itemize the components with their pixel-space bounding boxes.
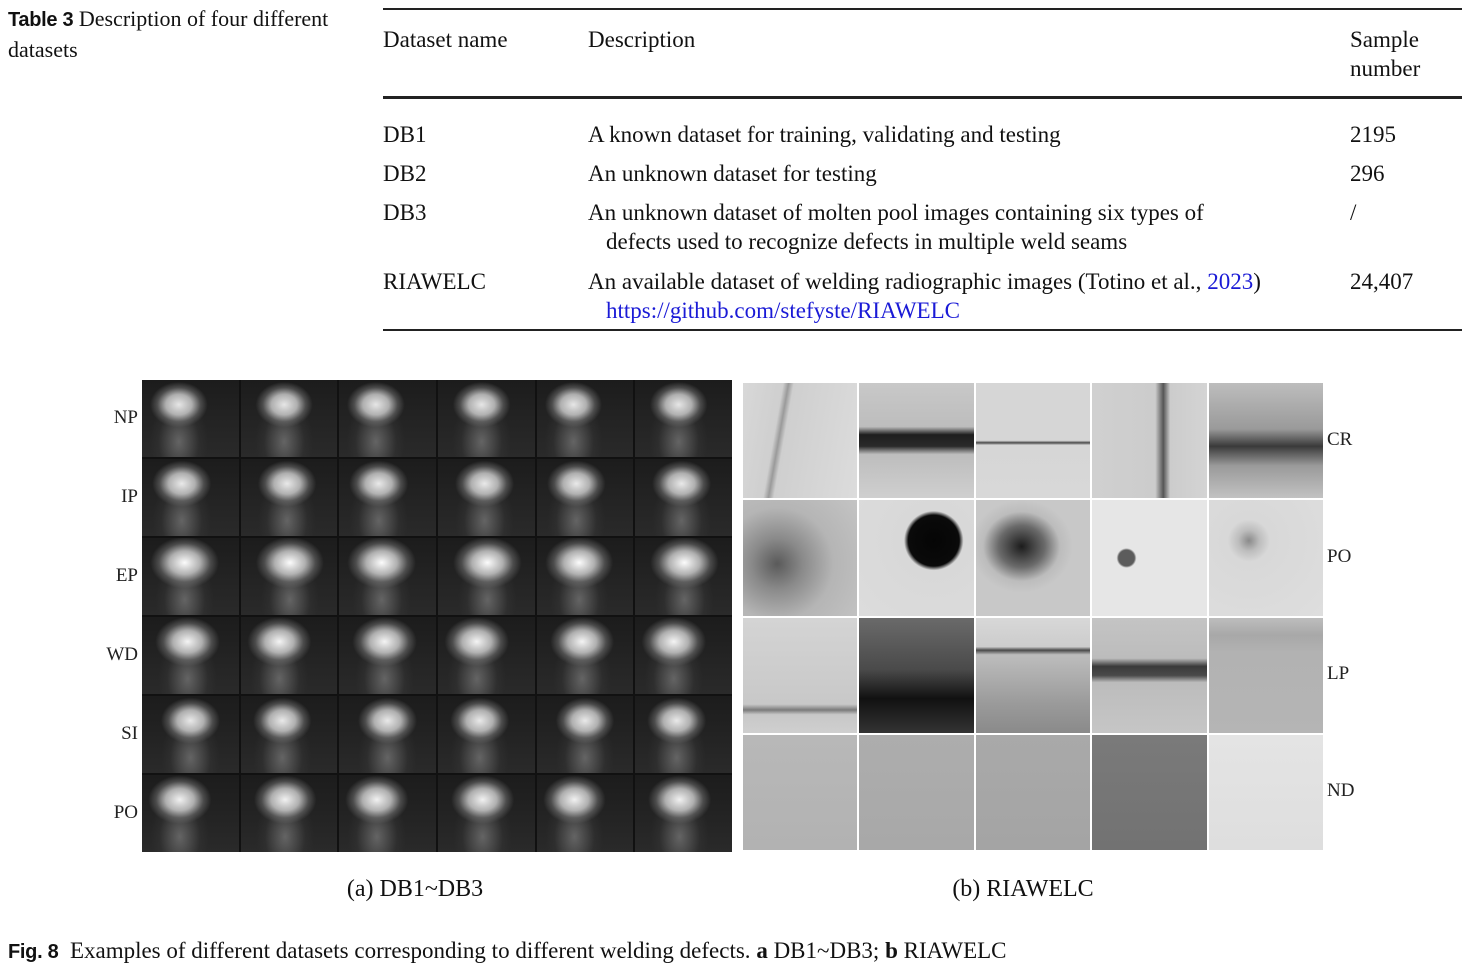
panel-a-row-label: PO: [113, 801, 138, 823]
radiographic-image: [859, 618, 973, 733]
figure-caption-a-key: a: [756, 938, 768, 963]
molten-pool-image: [339, 538, 436, 615]
molten-pool-image: [339, 696, 436, 773]
molten-pool-image: [142, 380, 239, 457]
riawelc-description-close: ): [1253, 269, 1261, 294]
molten-pool-image: [241, 775, 338, 852]
radiographic-image: [976, 735, 1090, 850]
molten-pool-image: [635, 459, 732, 536]
header-sample-number: Sample number: [1350, 27, 1421, 81]
row-db3-sample: /: [1350, 200, 1357, 225]
molten-pool-image: [142, 617, 239, 694]
molten-pool-image: [537, 538, 634, 615]
molten-pool-image: [339, 380, 436, 457]
table-caption: [8, 4, 338, 64]
table-title: Description of four different datasets: [8, 6, 329, 62]
molten-pool-image: [438, 617, 535, 694]
row-riawelc-description: [588, 267, 1261, 325]
table-top-rule: [383, 8, 1462, 10]
molten-pool-image: [142, 459, 239, 536]
molten-pool-image: [537, 459, 634, 536]
molten-pool-image: [537, 696, 634, 773]
figure-caption-b-text: RIAWELC: [903, 938, 1007, 963]
panel-a-molten-pool-grid: [142, 380, 732, 852]
radiographic-image: [1209, 735, 1323, 850]
radiographic-image: [743, 383, 857, 498]
row-db3-name: DB3: [383, 200, 427, 225]
molten-pool-image: [635, 617, 732, 694]
molten-pool-image: [438, 538, 535, 615]
header-dataset-name: Dataset name: [383, 27, 508, 52]
row-db2-sample: 296: [1350, 161, 1385, 186]
figure-caption-text: Examples of different datasets corresponding to different welding defects.: [69, 938, 751, 963]
radiographic-image: [1092, 618, 1206, 733]
molten-pool-image: [339, 775, 436, 852]
radiographic-image: [1209, 500, 1323, 615]
header-description: Description: [588, 27, 696, 52]
panel-a-row-label: IP: [121, 485, 138, 507]
figure-caption-b-key: b: [885, 938, 898, 963]
radiographic-image: [859, 735, 973, 850]
radiographic-image: [1209, 618, 1323, 733]
molten-pool-image: [241, 696, 338, 773]
table-header-rule: [383, 96, 1462, 99]
molten-pool-image: [537, 617, 634, 694]
panel-a-caption: (a) DB1~DB3: [346, 876, 484, 902]
radiographic-image: [1092, 500, 1206, 615]
panel-b-caption: (b) RIAWELC: [952, 876, 1094, 902]
riawelc-description-text: An available dataset of welding radiographic images (Totino et al.,: [588, 269, 1208, 294]
molten-pool-image: [635, 696, 732, 773]
row-db3-description-line2: defects used to recognize defects in multiple weld seams: [606, 229, 1128, 254]
panel-b-row-label: PO: [1327, 545, 1352, 567]
molten-pool-image: [142, 696, 239, 773]
panel-a-row-label: EP: [115, 564, 138, 586]
panel-b-row-label: ND: [1327, 780, 1355, 802]
row-db1-sample: 2195: [1350, 122, 1396, 147]
molten-pool-image: [241, 459, 338, 536]
molten-pool-image: [142, 538, 239, 615]
row-db1-name: DB1: [383, 122, 427, 147]
radiographic-image: [1092, 383, 1206, 498]
radiographic-image: [859, 383, 973, 498]
molten-pool-image: [438, 380, 535, 457]
panel-b-radiographic-grid: [743, 383, 1323, 850]
molten-pool-image: [635, 775, 732, 852]
molten-pool-image: [241, 380, 338, 457]
riawelc-url-link[interactable]: https://github.com/stefyste/RIAWELC: [606, 298, 960, 323]
radiographic-image: [976, 618, 1090, 733]
molten-pool-image: [635, 538, 732, 615]
radiographic-image: [859, 500, 973, 615]
radiographic-image: [1092, 735, 1206, 850]
figure-label: Fig. 8: [8, 941, 59, 963]
panel-a-row-label: SI: [121, 722, 138, 744]
row-riawelc-name: RIAWELC: [383, 269, 486, 294]
radiographic-image: [976, 383, 1090, 498]
molten-pool-image: [438, 696, 535, 773]
row-db3-description: [588, 198, 1204, 256]
row-db3-description-line1: An unknown dataset of molten pool images containing six types of: [588, 200, 1204, 225]
panel-b-row-label: LP: [1327, 663, 1350, 685]
molten-pool-image: [438, 775, 535, 852]
molten-pool-image: [537, 775, 634, 852]
radiographic-image: [743, 500, 857, 615]
row-riawelc-sample: 24,407: [1350, 269, 1414, 294]
radiographic-image: [1209, 383, 1323, 498]
table-bottom-rule: [383, 329, 1462, 331]
table-label: Table 3: [8, 9, 74, 31]
citation-link[interactable]: 2023: [1207, 269, 1254, 294]
row-db2-name: DB2: [383, 161, 427, 186]
radiographic-image: [743, 618, 857, 733]
molten-pool-image: [142, 775, 239, 852]
row-db2-description: An unknown dataset for testing: [588, 161, 877, 186]
panel-b-row-label: CR: [1327, 428, 1353, 450]
figure-caption: [8, 936, 1007, 967]
molten-pool-image: [635, 380, 732, 457]
row-db1-description: A known dataset for training, validating and testing: [588, 122, 1061, 147]
molten-pool-image: [339, 459, 436, 536]
panel-a-row-label: WD: [106, 643, 138, 665]
panel-a-row-label: NP: [113, 406, 138, 428]
figure-caption-a-text: DB1~DB3;: [773, 938, 880, 963]
molten-pool-image: [339, 617, 436, 694]
molten-pool-image: [241, 538, 338, 615]
molten-pool-image: [537, 380, 634, 457]
molten-pool-image: [241, 617, 338, 694]
radiographic-image: [743, 735, 857, 850]
molten-pool-image: [438, 459, 535, 536]
radiographic-image: [976, 500, 1090, 615]
